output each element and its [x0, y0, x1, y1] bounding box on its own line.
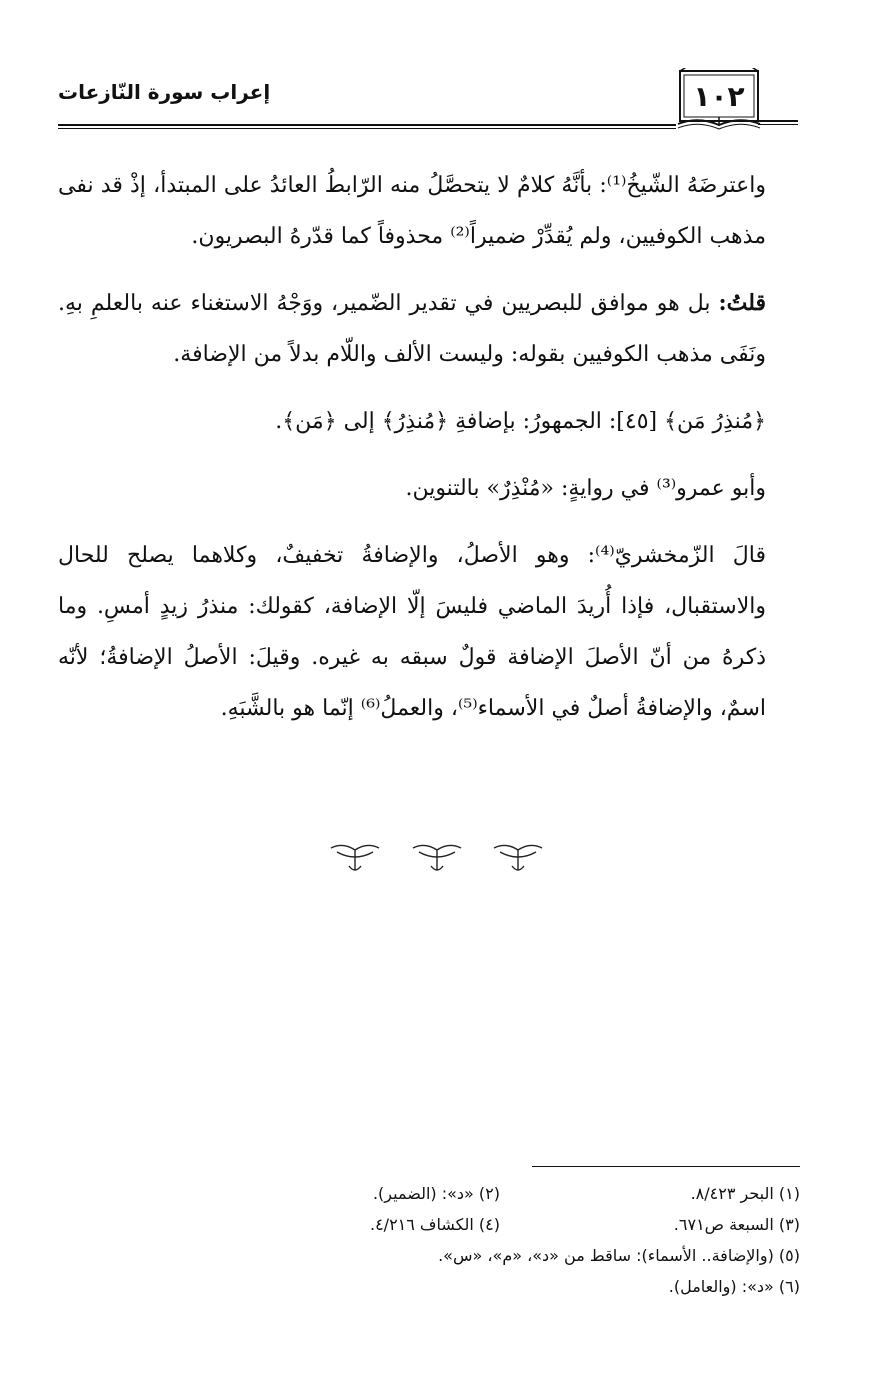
- header-rule: [58, 124, 676, 129]
- page-header: [58, 58, 798, 130]
- paragraph-objection: واعترضَهُ الشّيخُ⁽¹⁾: بأنَّهُ كلامٌ لا يتحصَّلُ منه الرّابطُ العائدُ على المبتدأ، إذْ قد نفى مذهب الكوفيين، ولم يُقدِّرْ ضميراً⁽²⁾ محذوفاً كما قدّرهُ البصريون.: [58, 173, 766, 249]
- footnote-6: (٦) «د»: (والعامل).: [668, 1277, 800, 1296]
- page-number-badge: [676, 68, 762, 128]
- floral-ornament-icon: [490, 840, 546, 874]
- paragraph-verse: ﴿مُنذِرُ مَن﴾ [٤٥]: الجمهورُ: بإضافةِ ﴿مُنذِرُ﴾ إلى ﴿مَن﴾.: [275, 409, 766, 434]
- page-number: ١٠٢: [693, 80, 745, 113]
- footnote-3: (٣) السبعة ص٦٧١.: [673, 1215, 800, 1234]
- reply-text: بل هو موافق للبصريين في تقدير الضّمير، ووَجْهُ الاستغناء عنه بالعلمِ بهِ. ونَفَى مذهب الكوفيين بقوله: وليست الألف واللّام بدلاً من الإضافة.: [58, 291, 766, 367]
- footnote-5: (٥) (والإضافة.. الأسماء): ساقط من «د»، «م»، «س».: [438, 1246, 800, 1265]
- header-rule-right: [758, 120, 798, 125]
- footnote-row: [58, 1184, 800, 1215]
- footnote-row: [58, 1215, 800, 1246]
- running-title: إعراب سورة النّازعات: [58, 80, 271, 104]
- footnote-row: [58, 1246, 800, 1277]
- footnote-2: (٢) «د»: (الضمير).: [372, 1184, 500, 1203]
- floral-ornament-icon: [327, 840, 383, 874]
- paragraph-abu-amr: وأبو عمرو⁽³⁾ في روايةٍ: «مُنْذِرٌ» بالتنوين.: [405, 476, 766, 501]
- paragraph-zamakhshari: قالَ الزّمخشريّ⁽⁴⁾: وهو الأصلُ، والإضافةُ تخفيفٌ، وكلاهما يصلح للحال والاستقبال، فإذا أُريدَ الماضي فليسَ إلّا الإضافة، كقولك: منذرُ زيدٍ أمسِ. وما ذكرهُ من أنّ الأصلَ الإضافة قولٌ سبقه به غيره. وقيلَ: الأصلُ الإضافةُ؛ لأنّه اسمٌ، والإضافةُ أصلٌ في الأسماء⁽⁵⁾، والعملُ⁽⁶⁾ إنّما هو بالشَّبَهِ.: [58, 543, 766, 721]
- floral-ornament-icon: [409, 840, 465, 874]
- reply-lead: قلتُ:: [718, 290, 766, 316]
- paragraph-reply: [58, 278, 800, 380]
- footnote-rule: [532, 1166, 800, 1167]
- footnote-1: (١) البحر ٨/٤٢٣.: [690, 1184, 800, 1203]
- section-divider: [0, 840, 873, 878]
- main-text: [58, 160, 800, 750]
- footnote-4: (٤) الكشاف ٤/٢١٦.: [369, 1215, 500, 1234]
- footnote-row: [58, 1277, 800, 1308]
